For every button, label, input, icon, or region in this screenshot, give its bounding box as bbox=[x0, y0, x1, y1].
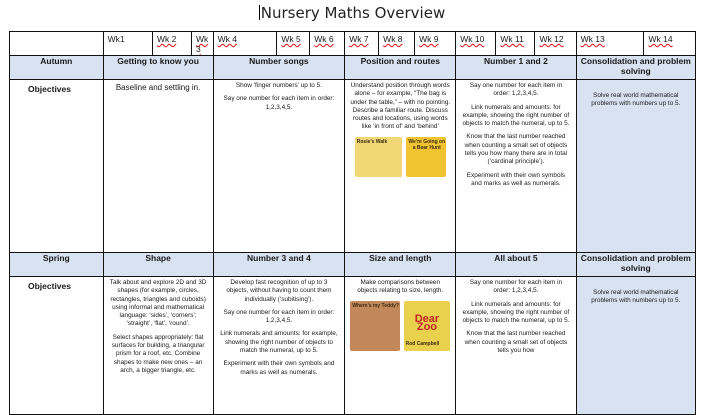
book-cover-image: We’re Going on a Bear Hunt bbox=[406, 137, 446, 177]
topic-heading: All about 5 bbox=[456, 253, 576, 277]
week-cell: Wk 14 bbox=[644, 32, 696, 56]
week-cell: Wk 3 bbox=[192, 32, 214, 56]
objective-cell: Talk about and explore 2D and 3D shapes (for example, circles, rectangles, triangles and cuboids) using informal and mathematical language: ‘sides’, ‘corners’; ‘straight’, ‘flat’, ‘round’. Select shapes appropriately: flat surfaces for building, a triangular prism for a roof, etc. Combine shapes to make new ones – an arch, a bigger triangle, etc. bbox=[103, 277, 213, 415]
book-cover-image: Dear Zoo Rod Campbell bbox=[404, 301, 451, 351]
week-cell: Wk 12 bbox=[535, 32, 576, 56]
topic-heading: Consolidation and problem solving bbox=[576, 56, 695, 80]
spring-objectives-row bbox=[10, 277, 696, 415]
objective-cell: Solve real world mathematical problems with numbers up to 5. bbox=[576, 277, 695, 415]
week-cell: Wk 11 bbox=[496, 32, 535, 56]
document-title bbox=[0, 4, 704, 22]
week-cell: Wk 9 bbox=[415, 32, 456, 56]
topic-heading: Number 3 and 4 bbox=[213, 253, 345, 277]
week-cell: Wk 5 bbox=[277, 32, 310, 56]
week-cell: Wk1 bbox=[103, 32, 152, 56]
objective-cell: Develop fast recognition of up to 3 objects, without having to count them individually (‘subitising’). Say one number for each item in order: 1,2,3,4,5. Link numerals and amounts: for example, showing the right number of objects to match the numeral, up to 5. Experiment with their own symbols and marks as well as numerals. bbox=[213, 277, 345, 415]
objective-cell: Baseline and settling in. bbox=[103, 80, 213, 253]
week-cell: Wk 6 bbox=[310, 32, 345, 56]
objective-cell: Say one number for each item in order: 1,2,3,4,5. Link numerals and amounts: for example, showing the right number of objects to match the numeral, up to 5. Know that the last number reached when counting a small set of objects tells you how bbox=[456, 277, 576, 415]
topic-heading: Consolidation and problem solving bbox=[576, 253, 695, 277]
autumn-objectives-row bbox=[10, 80, 696, 253]
objective-cell: Show ‘finger numbers’ up to 5. Say one number for each item in order: 1,2,3,4,5. bbox=[213, 80, 345, 253]
objective-cell: Solve real world mathematical problems with numbers up to 5. bbox=[576, 80, 695, 253]
topic-heading: Size and length bbox=[345, 253, 456, 277]
week-cell: Wk 4 bbox=[213, 32, 277, 56]
book-cover-image: Rosie’s Walk bbox=[355, 137, 402, 177]
week-cell: Wk 8 bbox=[379, 32, 415, 56]
week-cell: Wk 13 bbox=[576, 32, 644, 56]
topic-heading: Shape bbox=[103, 253, 213, 277]
objectives-label: Objectives bbox=[10, 277, 104, 415]
topic-heading: Position and routes bbox=[345, 56, 456, 80]
season-label: Autumn bbox=[10, 56, 104, 80]
text-cursor bbox=[259, 5, 260, 20]
objective-cell: Make comparisons between objects relating to size, length. Where’s my Teddy? Dear Zoo Rod Campbell bbox=[345, 277, 456, 415]
week-cell: Wk 10 bbox=[456, 32, 496, 56]
topic-heading: Number 1 and 2 bbox=[456, 56, 576, 80]
spring-topic-row bbox=[10, 253, 696, 277]
book-covers bbox=[350, 301, 450, 351]
week-header-row bbox=[10, 32, 696, 56]
document-title-text: Nursery Maths Overview bbox=[260, 4, 446, 22]
autumn-topic-row bbox=[10, 56, 696, 80]
season-label: Spring bbox=[10, 253, 104, 277]
objective-cell: Understand position through words alone – for example, “The bag is under the table,” – with no pointing. Describe a familiar route. Discuss routes and locations, using words like ‘in front of’ and ‘behind’ Rosie’s Walk We’re Going on a Bear Hunt bbox=[345, 80, 456, 253]
book-covers bbox=[350, 137, 450, 177]
topic-heading: Number songs bbox=[213, 56, 345, 80]
objective-cell: Say one number for each item in order: 1,2,3,4,5. Link numerals and amounts: for example, showing the right number of objects to match the numeral, up to 5. Know that the last number reached when counting a small set of objects tells you how many there are in total (‘cardinal principle’). Experiment with their own symbols and marks as well as numerals. bbox=[456, 80, 576, 253]
overview-table bbox=[9, 31, 696, 415]
objectives-label: Objectives bbox=[10, 80, 104, 253]
week-cell: Wk 7 bbox=[345, 32, 379, 56]
week-corner bbox=[10, 32, 104, 56]
book-cover-image: Where’s my Teddy? bbox=[350, 301, 399, 351]
week-cell: Wk 2 bbox=[152, 32, 191, 56]
topic-heading: Getting to know you bbox=[103, 56, 213, 80]
